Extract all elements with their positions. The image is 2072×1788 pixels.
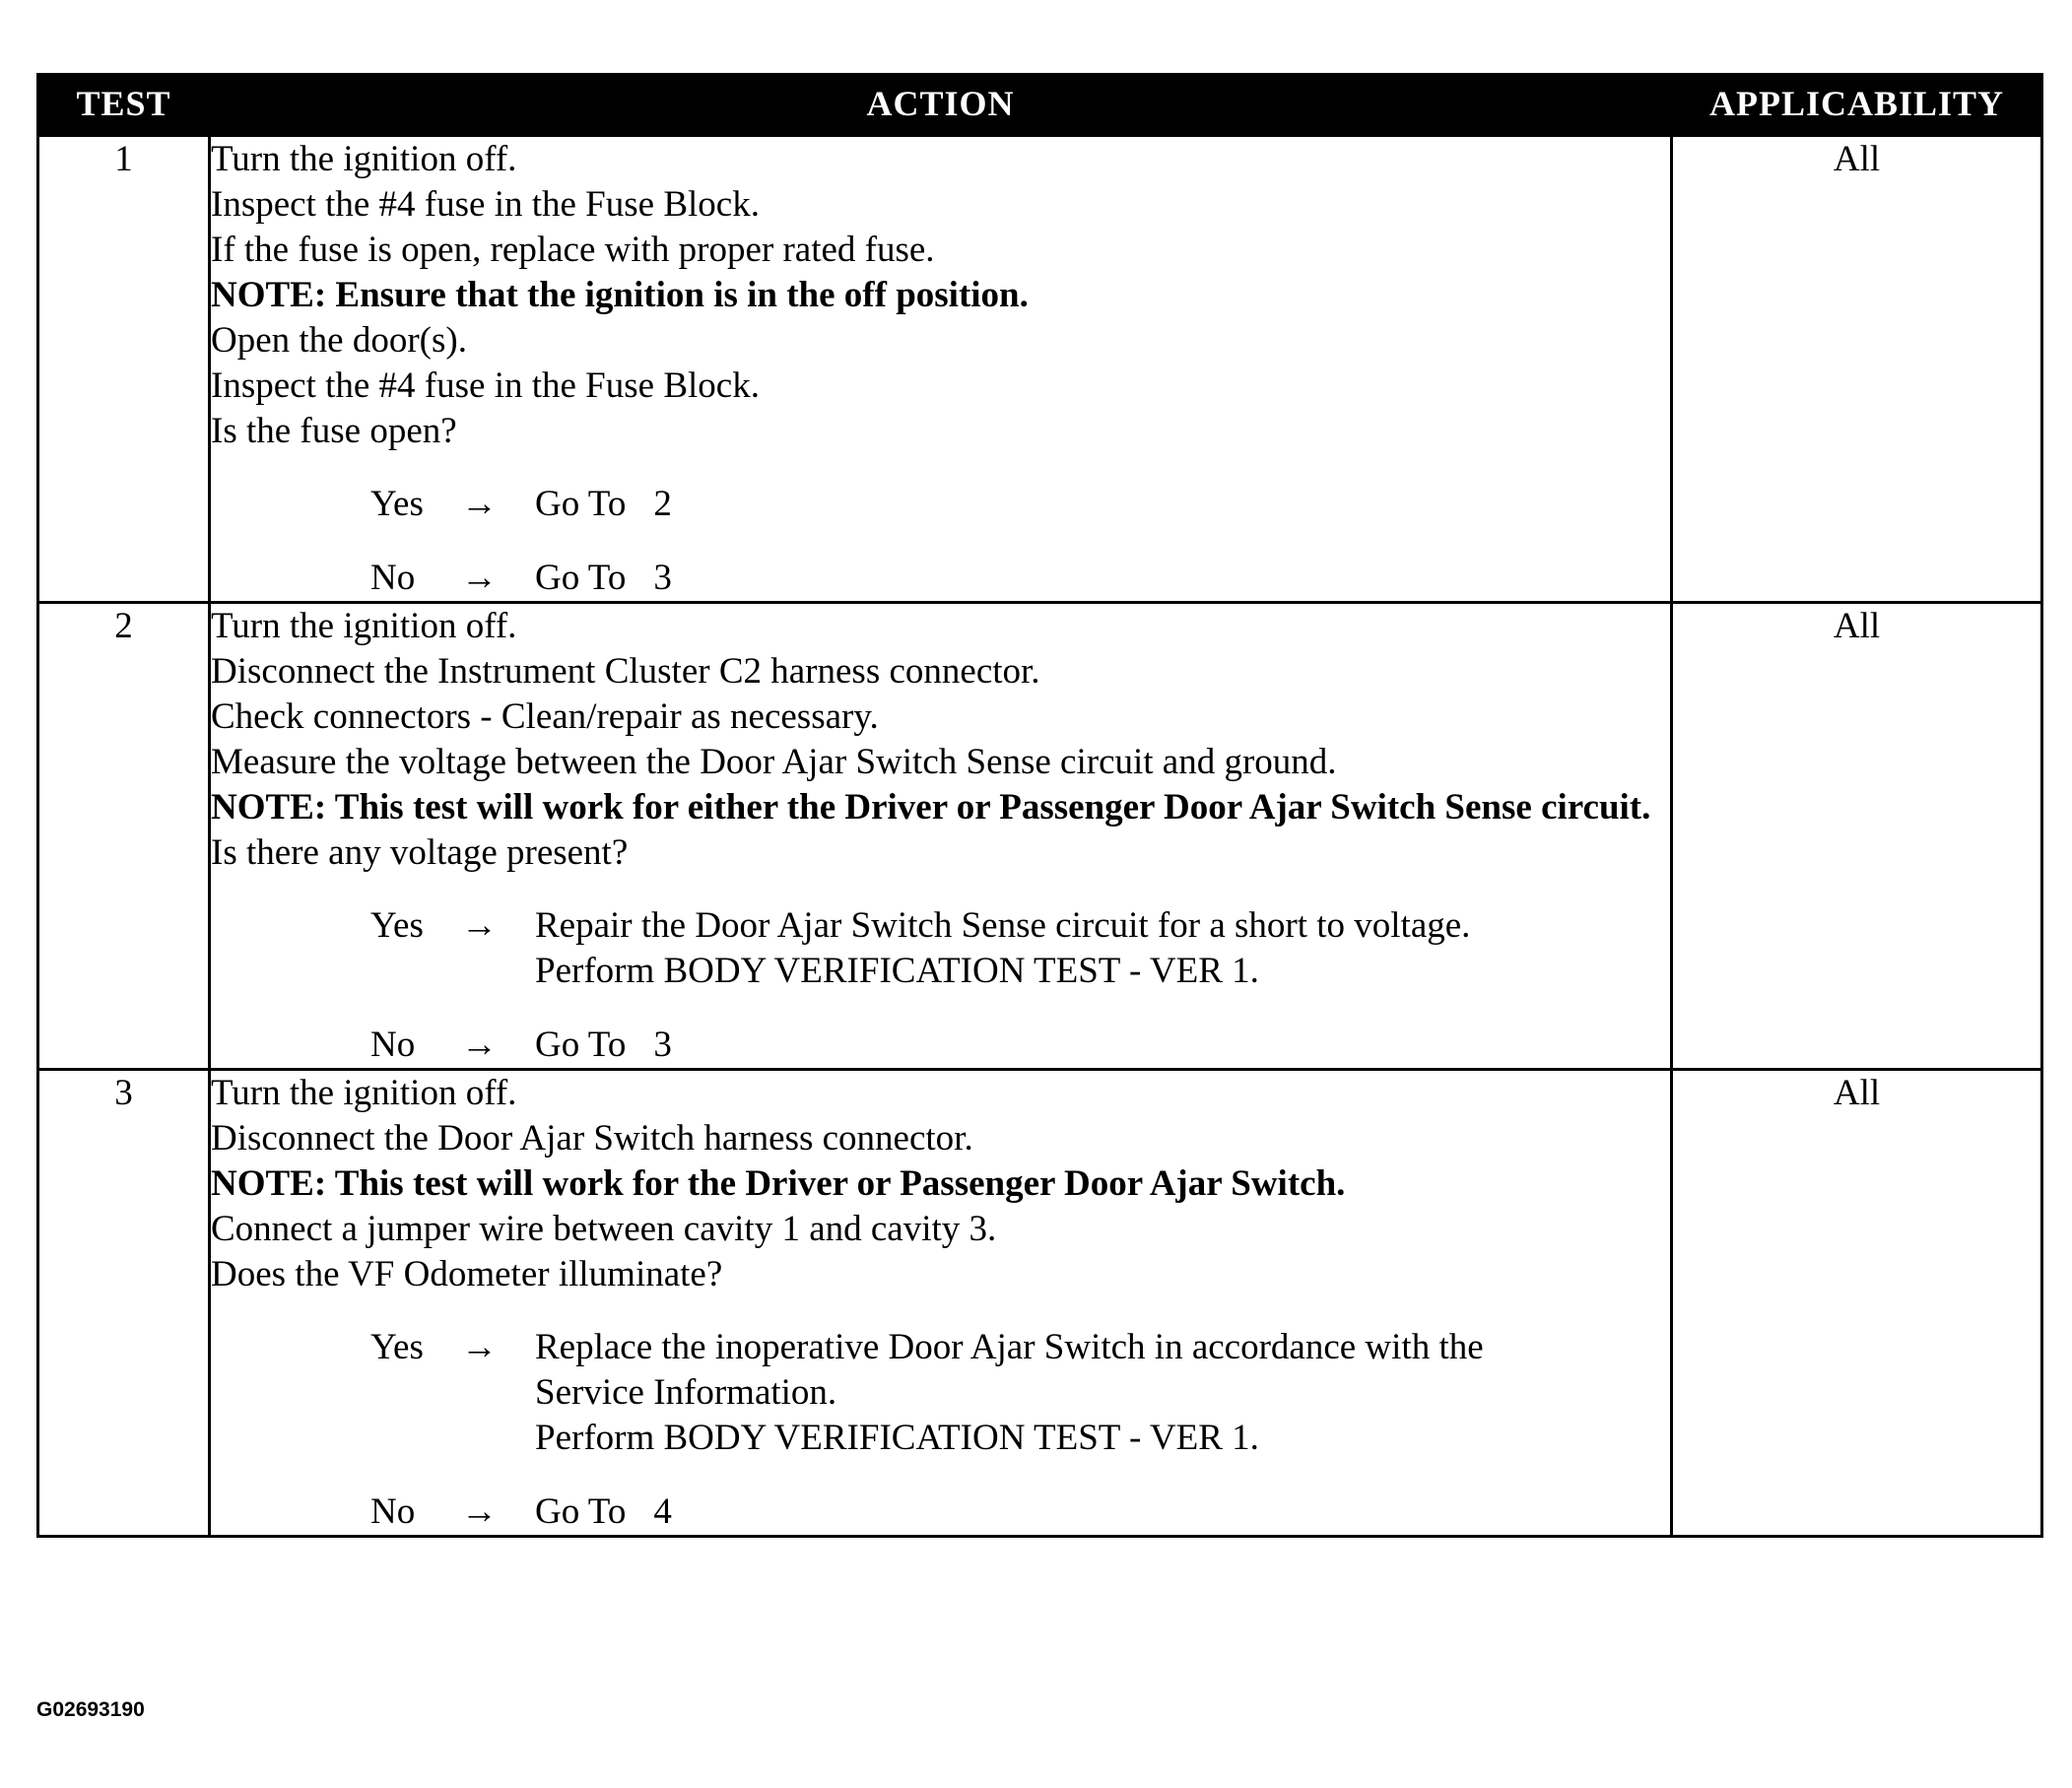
action-note: NOTE: This test will work for either the Driver or Passenger Door Ajar Switch Sense circuit. [211,787,1651,828]
action-note: NOTE: This test will work for the Driver or Passenger Door Ajar Switch. [211,1163,1346,1204]
goto-label: Go To [535,558,627,598]
branch-yes [370,482,1670,527]
table-row [38,1070,2042,1537]
goto-number: 2 [653,484,672,524]
goto-number: 4 [653,1491,672,1532]
branch-result [535,556,1670,601]
test-number: 1 [38,136,210,603]
answer-label: Yes [370,484,424,524]
answer-label: No [370,1491,416,1532]
action-step: Inspect the #4 fuse in the Fuse Block. [211,184,760,225]
action-step: Disconnect the Instrument Cluster C2 harness connector. [211,651,1040,692]
arrow-icon: → [461,1025,498,1065]
arrow-icon: → [461,558,498,598]
branch-result [535,482,1670,527]
goto-label: Go To [535,1491,627,1532]
header-action: ACTION [210,73,1672,136]
branch-yes [370,1325,1670,1461]
branch-list [211,903,1670,1068]
action-step: Turn the ignition off. [211,139,517,179]
answer-label: No [370,558,416,598]
action-step: Disconnect the Door Ajar Switch harness connector. [211,1118,973,1159]
action-cell [210,603,1672,1070]
table-row [38,136,2042,603]
action-step: Turn the ignition off. [211,606,517,646]
branch-yes [370,903,1670,994]
result-line: Replace the inoperative Door Ajar Switch in accordance with the [535,1327,1484,1367]
test-number: 3 [38,1070,210,1537]
branch-result [535,1325,1670,1461]
result-line: Perform BODY VERIFICATION TEST - VER 1. [535,951,1259,991]
arrow-icon: → [461,905,498,946]
result-line: Service Information. [535,1372,837,1413]
test-number: 2 [38,603,210,1070]
applicability-value: All [1672,136,2042,603]
figure-id: G02693190 [36,1698,145,1721]
action-step: Inspect the #4 fuse in the Fuse Block. [211,365,760,406]
header-applicability: APPLICABILITY [1672,73,2042,136]
header-test: TEST [38,73,210,136]
goto-label: Go To [535,1025,627,1065]
goto-number: 3 [653,558,672,598]
branch-list [211,1325,1670,1535]
action-cell [210,136,1672,603]
answer-label: Yes [370,1327,424,1367]
action-step: Does the VF Odometer illuminate? [211,1254,723,1294]
action-step: Is there any voltage present? [211,832,629,873]
action-note: NOTE: Ensure that the ignition is in the off position. [211,275,1029,315]
answer-label: Yes [370,905,424,946]
action-step: Check connectors - Clean/repair as necessary. [211,696,879,737]
diagnostic-test-table [36,73,2043,1538]
applicability-value: All [1672,603,2042,1070]
result-line: Perform BODY VERIFICATION TEST - VER 1. [535,1418,1259,1458]
branch-no [370,1023,1670,1068]
action-step: Connect a jumper wire between cavity 1 and cavity 3. [211,1209,997,1249]
arrow-icon: → [461,1327,498,1367]
table-header [38,73,2042,136]
branch-result [535,903,1670,994]
table-row [38,603,2042,1070]
arrow-icon: → [461,484,498,524]
action-cell [210,1070,1672,1537]
action-step: If the fuse is open, replace with proper rated fuse. [211,230,935,270]
action-step: Measure the voltage between the Door Ajar Switch Sense circuit and ground. [211,742,1337,782]
table-body [38,136,2042,1537]
action-step: Is the fuse open? [211,411,457,451]
header-row [38,73,2042,136]
action-step: Open the door(s). [211,320,467,361]
goto-label: Go To [535,484,627,524]
answer-label: No [370,1025,416,1065]
action-step: Turn the ignition off. [211,1073,517,1113]
goto-number: 3 [653,1025,672,1065]
result-line: Repair the Door Ajar Switch Sense circuit for a short to voltage. [535,905,1471,946]
branch-result [535,1490,1670,1535]
branch-no [370,556,1670,601]
arrow-icon: → [461,1491,498,1532]
branch-list [211,482,1670,601]
branch-no [370,1490,1670,1535]
branch-result [535,1023,1670,1068]
applicability-value: All [1672,1070,2042,1537]
